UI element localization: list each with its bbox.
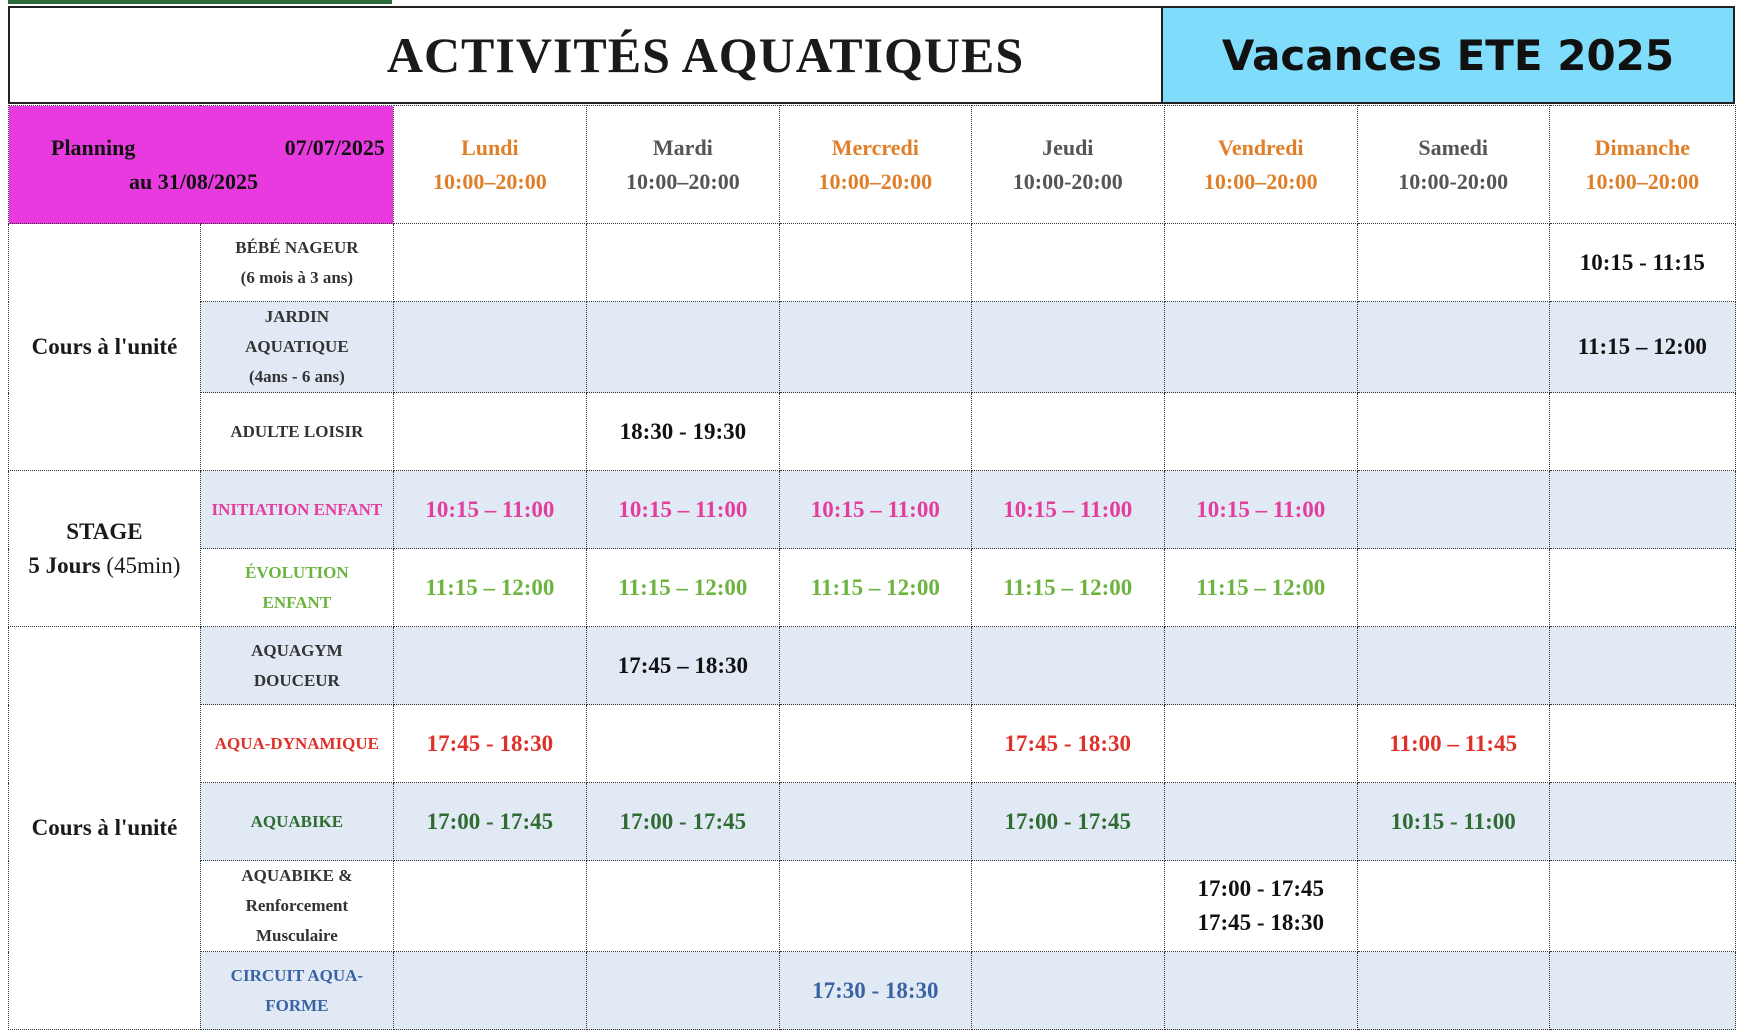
slot-empty (1164, 627, 1357, 705)
group-cours-unite-2: Cours à l'unité (9, 627, 201, 1030)
day-header-dimanche (1549, 106, 1735, 224)
table-row (9, 952, 1736, 1030)
slot-dynamique-samedi: 11:00 – 11:45 (1357, 705, 1549, 783)
day-hours: 10:00–20:00 (626, 168, 740, 194)
day-header-mercredi (779, 106, 971, 224)
slot-empty (779, 861, 971, 952)
activity-label: Musculaire (255, 926, 338, 945)
slot-empty (586, 705, 779, 783)
slot-empty (393, 861, 586, 952)
days-header-row (9, 106, 1736, 224)
table-row (9, 705, 1736, 783)
slot-empty (586, 302, 779, 393)
slot-aquabike-samedi: 10:15 - 11:00 (1357, 783, 1549, 861)
activity-label: ÉVOLUTION (245, 562, 349, 582)
slot-empty (586, 861, 779, 952)
table-row (9, 861, 1736, 952)
slot-empty (393, 393, 586, 471)
slot-empty (393, 952, 586, 1030)
slot-empty (393, 302, 586, 393)
slot-empty (1549, 783, 1735, 861)
slot-time: 17:00 - 17:45 (1197, 876, 1324, 901)
slot-empty (393, 224, 586, 302)
group-sublabel: (45min) (106, 552, 181, 578)
table-row (9, 627, 1736, 705)
day-name: Lundi (461, 134, 519, 160)
activity-label: AQUABIKE & (241, 866, 353, 885)
slot-empty (779, 783, 971, 861)
activity-label: AQUATIQUE (245, 337, 349, 356)
slot-empty (1164, 783, 1357, 861)
slot-initiation-jeudi: 10:15 – 11:00 (971, 471, 1164, 549)
slot-empty (586, 952, 779, 1030)
activity-evolution-enfant (200, 549, 393, 627)
slot-empty (1549, 952, 1735, 1030)
slot-empty (1549, 627, 1735, 705)
activity-circuit-aqua-forme (200, 952, 393, 1030)
slot-evolution-lundi: 11:15 – 12:00 (393, 549, 586, 627)
table-row (9, 393, 1736, 471)
slot-empty (1164, 393, 1357, 471)
slot-aquabike-lundi: 17:00 - 17:45 (393, 783, 586, 861)
slot-empty (1357, 952, 1549, 1030)
slot-empty (1357, 393, 1549, 471)
day-hours: 10:00-20:00 (1012, 168, 1123, 194)
day-header-lundi (393, 106, 586, 224)
day-hours: 10:00–20:00 (1203, 168, 1318, 194)
table-row (9, 224, 1736, 302)
activity-initiation-enfant: INITIATION ENFANT (200, 471, 393, 549)
group-label: STAGE (66, 518, 143, 544)
slot-evolution-vendredi: 11:15 – 12:00 (1164, 549, 1357, 627)
slot-empty (1357, 861, 1549, 952)
table-row (9, 783, 1736, 861)
activity-label: BÉBÉ NAGEUR (235, 237, 359, 257)
slot-initiation-vendredi: 10:15 – 11:00 (1164, 471, 1357, 549)
slot-empty (1549, 549, 1735, 627)
slot-empty (1357, 302, 1549, 393)
day-hours: 10:00-20:00 (1398, 168, 1509, 194)
slot-empty (1357, 471, 1549, 549)
day-hours: 10:00–20:00 (1585, 168, 1700, 194)
slot-empty (1549, 393, 1735, 471)
slot-empty (1549, 471, 1735, 549)
slot-evolution-jeudi: 11:15 – 12:00 (971, 549, 1164, 627)
slot-empty (1164, 302, 1357, 393)
slot-circuit-mercredi: 17:30 - 18:30 (779, 952, 971, 1030)
activity-label: Renforcement (245, 896, 349, 915)
day-hours: 10:00–20:00 (818, 168, 933, 194)
slot-empty (971, 627, 1164, 705)
day-name: Mercredi (831, 134, 919, 160)
slot-empty (586, 224, 779, 302)
slot-time: 17:45 - 18:30 (1197, 910, 1324, 935)
slot-aquabike-jeudi: 17:00 - 17:45 (971, 783, 1164, 861)
day-hours: 10:00–20:00 (433, 168, 547, 194)
slot-adulte-mardi: 18:30 - 19:30 (586, 393, 779, 471)
slot-jardin-dimanche: 11:15 – 12:00 (1549, 302, 1735, 393)
activity-label: DOUCEUR (253, 670, 340, 690)
activity-adulte-loisir: ADULTE LOISIR (200, 393, 393, 471)
day-name: Mardi (652, 134, 713, 160)
top-accent-line (8, 0, 392, 4)
group-stage (9, 471, 201, 627)
slot-empty (779, 302, 971, 393)
day-header-vendredi (1164, 106, 1357, 224)
slot-initiation-lundi: 10:15 – 11:00 (393, 471, 586, 549)
slot-empty (1164, 952, 1357, 1030)
activity-label: ENFANT (262, 592, 332, 612)
slot-empty (971, 952, 1164, 1030)
activity-aquabike-renforcement (200, 861, 393, 952)
activity-label: AQUAGYM (251, 640, 343, 660)
slot-bebe-dimanche: 10:15 - 11:15 (1549, 224, 1735, 302)
planning-date-from: 07/07/2025 (284, 134, 385, 160)
activity-aqua-dynamique: AQUA-DYNAMIQUE (200, 705, 393, 783)
slot-empty (971, 393, 1164, 471)
slot-empty (1357, 224, 1549, 302)
slot-empty (1164, 224, 1357, 302)
activity-aquabike: AQUABIKE (200, 783, 393, 861)
table-row (9, 302, 1736, 393)
slot-empty (1357, 549, 1549, 627)
slot-initiation-mardi: 10:15 – 11:00 (586, 471, 779, 549)
slot-empty (1164, 705, 1357, 783)
activity-aquagym-douceur (200, 627, 393, 705)
slot-evolution-mardi: 11:15 – 12:00 (586, 549, 779, 627)
day-header-samedi (1357, 106, 1549, 224)
slot-empty (779, 705, 971, 783)
activity-sublabel: (4ans - 6 ans) (248, 367, 345, 386)
activity-label: FORME (265, 995, 329, 1015)
activity-label: JARDIN (264, 307, 329, 326)
slot-empty (393, 627, 586, 705)
vacances-banner: Vacances ETE 2025 (1161, 8, 1733, 102)
slot-empty (971, 861, 1164, 952)
activity-bebe-nageur (200, 224, 393, 302)
slot-aquabike-mardi: 17:00 - 17:45 (586, 783, 779, 861)
group-cours-unite-1: Cours à l'unité (9, 224, 201, 471)
slot-empty (1549, 861, 1735, 952)
activity-label: CIRCUIT AQUA- (230, 965, 364, 985)
day-header-jeudi (971, 106, 1164, 224)
slot-renfo-vendredi (1164, 861, 1357, 952)
slot-empty (971, 224, 1164, 302)
page-title: ACTIVITÉS AQUATIQUES (386, 27, 1025, 83)
activity-sublabel: (6 mois à 3 ans) (240, 267, 354, 287)
table-row (9, 471, 1736, 549)
table-row (9, 549, 1736, 627)
activity-jardin-aquatique (200, 302, 393, 393)
slot-empty (971, 302, 1164, 393)
day-name: Samedi (1418, 134, 1489, 160)
page-header (8, 6, 1735, 104)
slot-dynamique-lundi: 17:45 - 18:30 (393, 705, 586, 783)
planning-cell (9, 106, 394, 224)
slot-empty (779, 393, 971, 471)
slot-empty (1357, 627, 1549, 705)
slot-evolution-mercredi: 11:15 – 12:00 (779, 549, 971, 627)
day-name: Vendredi (1217, 134, 1304, 160)
day-header-mardi (586, 106, 779, 224)
slot-initiation-mercredi: 10:15 – 11:00 (779, 471, 971, 549)
planning-date-to: au 31/08/2025 (129, 168, 258, 194)
day-name: Jeudi (1042, 134, 1094, 160)
planning-label: Planning (51, 134, 136, 160)
day-name: Dimanche (1594, 134, 1690, 160)
slot-empty (779, 224, 971, 302)
group-label: 5 Jours (28, 552, 101, 578)
slot-aquagym-mardi: 17:45 – 18:30 (586, 627, 779, 705)
slot-empty (779, 627, 971, 705)
slot-empty (1549, 705, 1735, 783)
schedule-table (8, 105, 1736, 1030)
slot-dynamique-jeudi: 17:45 - 18:30 (971, 705, 1164, 783)
